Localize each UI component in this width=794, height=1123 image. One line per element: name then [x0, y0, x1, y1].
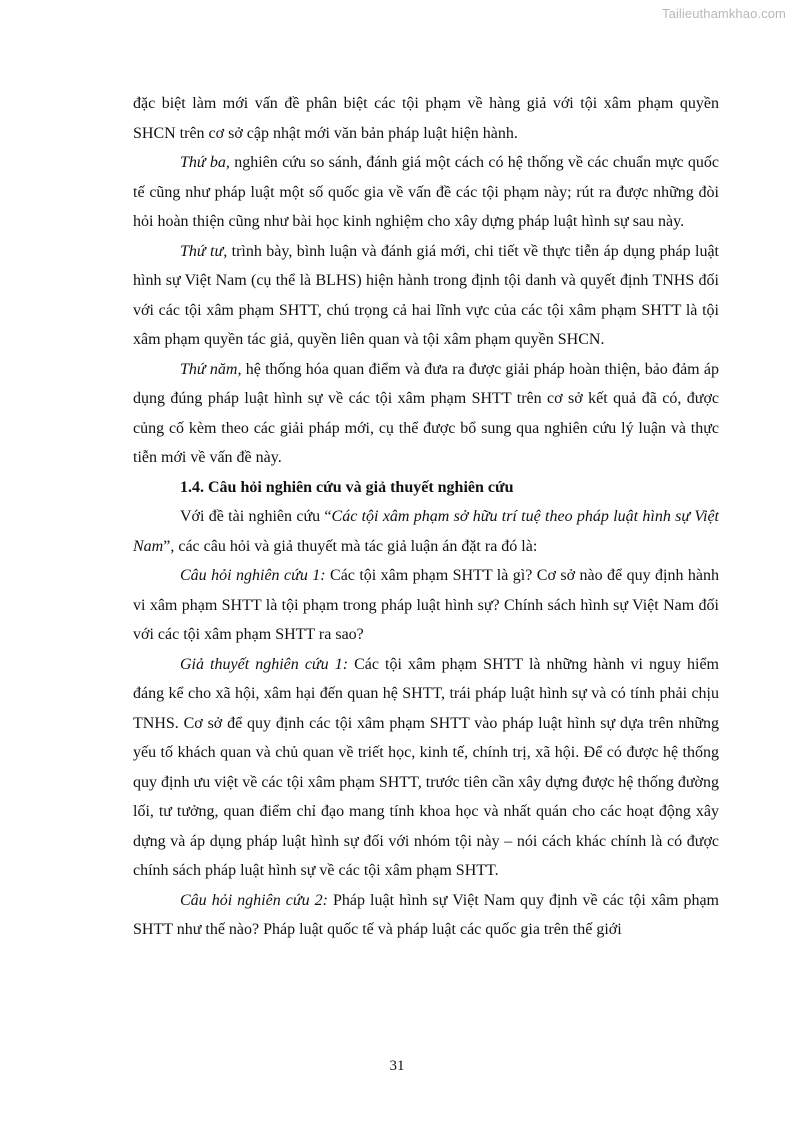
- paragraph-hypothesis-1: [133, 650, 719, 886]
- page-body: [133, 89, 719, 945]
- paragraph-lead: Giả thuyết nghiên cứu 1:: [180, 655, 349, 673]
- paragraph-text: ”, các câu hỏi và giả thuyết mà tác giả luận án đặt ra đó là:: [163, 537, 538, 555]
- paragraph-text: nghiên cứu so sánh, đánh giá một cách có hệ thống về các chuẩn mực quốc tế cũng như pháp luật một số quốc gia về vấn đề các tội phạm này; rút ra được những đòi hỏi hoàn thiện cũng như bài học kinh nghiệm cho xây dựng pháp luật hình sự sau này.: [133, 154, 720, 230]
- paragraph-question-1: [133, 561, 719, 650]
- paragraph-text: Các tội xâm phạm SHTT là những hành vi nguy hiểm đáng kể cho xã hội, xâm hại đến quan hệ SHTT, trái pháp luật hình sự và có tính phải chịu TNHS. Cơ sở để quy định các tội xâm phạm SHTT vào pháp luật hình sự dựa trên những yếu tố khách quan và chủ quan về triết học, kinh tế, chính trị, xã hội. Để có được hệ thống quy định ưu việt về các tội xâm phạm SHTT, trước tiên cần xây dựng được hệ thống đường lối, tư tưởng, quan điểm chỉ đạo mang tính khoa học và nhất quán cho các hoạt động xây dựng và áp dụng pháp luật hình sự đối với nhóm tội này – nói cách khác chính là có được chính sách pháp luật hình sự về các tội xâm phạm SHTT.: [133, 655, 720, 879]
- paragraph-text: Với đề tài nghiên cứu “: [180, 508, 332, 525]
- paragraph-lead: Thứ năm,: [180, 360, 242, 378]
- paragraph-lead: Thứ ba,: [180, 154, 230, 171]
- paragraph-text: Các tội xâm phạm SHTT là gì? Cơ sở nào để quy định hành vi xâm phạm SHTT là tội phạm trong pháp luật hình sự? Chính sách hình sự Việt Nam đối với các tội xâm phạm SHTT ra sao?: [133, 567, 720, 643]
- paragraph-text: trình bày, bình luận và đánh giá mới, chi tiết về thực tiễn áp dụng pháp luật hình sự Việt Nam (cụ thể là BLHS) hiện hành trong định tội danh và quyết định TNHS đối với các tội xâm phạm SHTT, chú trọng cả hai lĩnh vực của các tội xâm phạm SHTT là tội xâm phạm quyền tác giả, quyền liên quan và tội xâm phạm quyền SHCN.: [133, 242, 720, 348]
- paragraph-text: hệ thống hóa quan điểm và đưa ra được giải pháp hoàn thiện, bảo đảm áp dụng đúng pháp luật hình sự về các tội xâm phạm SHTT trên cơ sở kết quả đã có, được củng cố kèm theo các giải pháp mới, cụ thể được bổ sung qua nghiên cứu lý luận và thực tiễn mới về vấn đề này.: [133, 360, 719, 466]
- page-number: 31: [389, 1058, 405, 1074]
- paragraph-text: Pháp luật hình sự Việt Nam quy định về các tội xâm phạm SHTT như thế nào? Pháp luật quốc tế và pháp luật các quốc gia trên thế giới: [133, 891, 719, 938]
- paragraph-lead: Câu hỏi nghiên cứu 1:: [180, 567, 326, 584]
- thesis-title: Các tội xâm phạm sở hữu trí tuệ theo pháp luật hình sự Việt Nam: [133, 508, 719, 555]
- paragraph-thu-nam: [133, 355, 719, 473]
- paragraph-lead: Thứ tư,: [180, 242, 228, 260]
- paragraph-thu-tu: [133, 237, 719, 355]
- paragraph-continuation: đặc biệt làm mới vấn đề phân biệt các tội phạm về hàng giả với tội xâm phạm quyền SHCN trên cơ sở cập nhật mới văn bản pháp luật hiện hành.: [133, 95, 719, 142]
- paragraph-intro: [133, 502, 719, 561]
- section-heading: 1.4. Câu hỏi nghiên cứu và giả thuyết nghiên cứu: [180, 478, 514, 496]
- paragraph-lead: Câu hỏi nghiên cứu 2:: [180, 891, 328, 909]
- paragraph-thu-ba: [133, 148, 719, 237]
- paragraph-question-2: [133, 886, 719, 945]
- watermark: Tailieuthamkhao.com: [661, 6, 786, 21]
